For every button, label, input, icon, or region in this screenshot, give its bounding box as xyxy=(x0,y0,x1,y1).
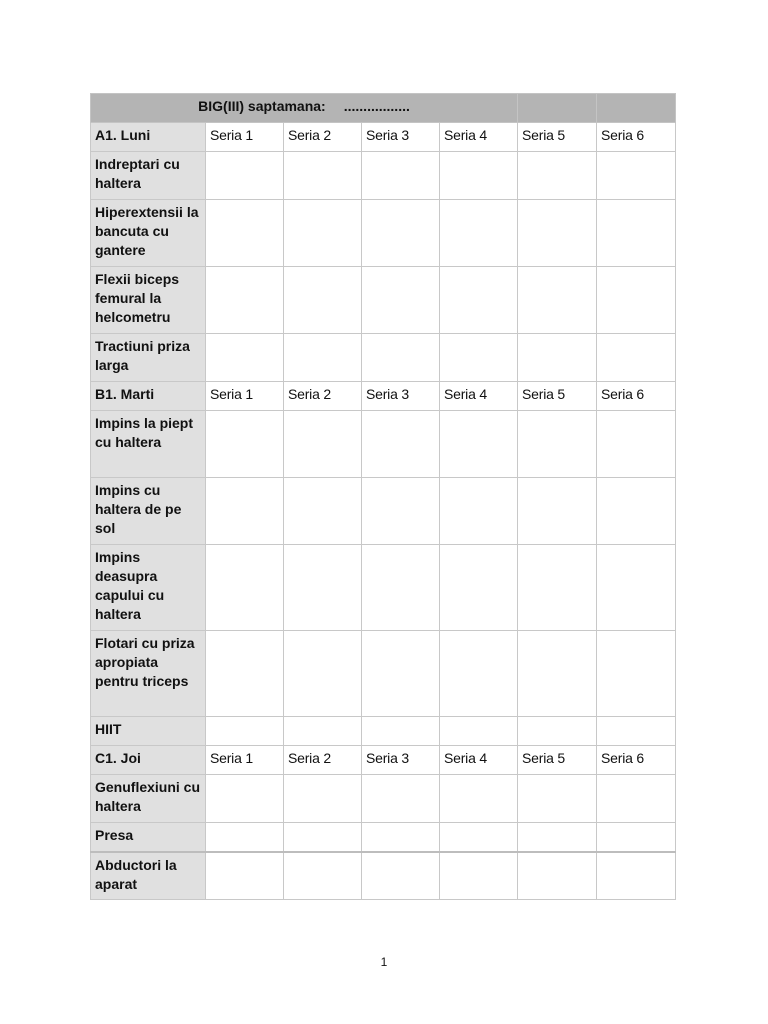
set-cell[interactable] xyxy=(362,775,440,823)
day-label: C1. Joi xyxy=(91,746,206,775)
set-cell[interactable] xyxy=(518,631,597,717)
exercise-label: HIIT xyxy=(91,717,206,746)
set-cell[interactable] xyxy=(206,200,284,267)
series-2-label: Seria 2 xyxy=(284,123,362,152)
set-cell[interactable] xyxy=(597,717,676,746)
table-title-row xyxy=(91,94,676,123)
exercise-row xyxy=(91,200,676,267)
set-cell[interactable] xyxy=(518,717,597,746)
exercise-label: Indreptari cu haltera xyxy=(91,152,206,200)
series-5-label: Seria 5 xyxy=(518,746,597,775)
series-5-label: Seria 5 xyxy=(518,123,597,152)
exercise-label: Hiperextensii la bancuta cu gantere xyxy=(91,200,206,267)
day-header-row xyxy=(91,746,676,775)
exercise-label: Abductori la aparat xyxy=(91,852,206,900)
series-1-label: Seria 1 xyxy=(206,746,284,775)
set-cell[interactable] xyxy=(284,200,362,267)
set-cell[interactable] xyxy=(206,775,284,823)
series-2-label: Seria 2 xyxy=(284,382,362,411)
set-cell[interactable] xyxy=(362,823,440,852)
set-cell[interactable] xyxy=(206,478,284,545)
set-cell[interactable] xyxy=(518,411,597,478)
set-cell[interactable] xyxy=(518,200,597,267)
set-cell[interactable] xyxy=(440,334,518,382)
set-cell[interactable] xyxy=(362,852,440,900)
set-cell[interactable] xyxy=(206,267,284,334)
exercise-label: Flexii biceps femural la helcometru xyxy=(91,267,206,334)
set-cell[interactable] xyxy=(362,267,440,334)
set-cell[interactable] xyxy=(597,267,676,334)
series-4-label: Seria 4 xyxy=(440,382,518,411)
week-title: BIG(III) saptamana: xyxy=(198,98,326,114)
set-cell[interactable] xyxy=(284,717,362,746)
exercise-row xyxy=(91,411,676,478)
exercise-row xyxy=(91,545,676,631)
day-header-row xyxy=(91,123,676,152)
set-cell[interactable] xyxy=(597,852,676,900)
set-cell[interactable] xyxy=(518,545,597,631)
set-cell[interactable] xyxy=(206,717,284,746)
set-cell[interactable] xyxy=(206,823,284,852)
title-empty-cell xyxy=(518,94,597,123)
set-cell[interactable] xyxy=(284,775,362,823)
set-cell[interactable] xyxy=(284,334,362,382)
exercise-row xyxy=(91,334,676,382)
series-6-label: Seria 6 xyxy=(597,382,676,411)
set-cell[interactable] xyxy=(440,152,518,200)
day-header-row xyxy=(91,382,676,411)
set-cell[interactable] xyxy=(440,411,518,478)
set-cell[interactable] xyxy=(362,334,440,382)
exercise-row xyxy=(91,631,676,717)
set-cell[interactable] xyxy=(440,852,518,900)
exercise-row xyxy=(91,775,676,823)
series-6-label: Seria 6 xyxy=(597,123,676,152)
set-cell[interactable] xyxy=(597,411,676,478)
set-cell[interactable] xyxy=(440,267,518,334)
set-cell[interactable] xyxy=(518,823,597,852)
set-cell[interactable] xyxy=(518,152,597,200)
set-cell[interactable] xyxy=(518,478,597,545)
set-cell[interactable] xyxy=(284,152,362,200)
series-3-label: Seria 3 xyxy=(362,746,440,775)
exercise-label: Impins la piept cu haltera xyxy=(91,411,206,478)
exercise-row xyxy=(91,823,676,852)
set-cell[interactable] xyxy=(362,478,440,545)
set-cell[interactable] xyxy=(597,152,676,200)
title-empty-cell xyxy=(597,94,676,123)
set-cell[interactable] xyxy=(362,545,440,631)
exercise-label: Impins deasupra capului cu haltera xyxy=(91,545,206,631)
set-cell[interactable] xyxy=(518,267,597,334)
series-1-label: Seria 1 xyxy=(206,382,284,411)
exercise-label: Impins cu haltera de pe sol xyxy=(91,478,206,545)
set-cell[interactable] xyxy=(597,775,676,823)
set-cell[interactable] xyxy=(440,823,518,852)
set-cell[interactable] xyxy=(440,545,518,631)
set-cell[interactable] xyxy=(597,200,676,267)
set-cell[interactable] xyxy=(362,631,440,717)
exercise-label: Flotari cu priza apropiata pentru triceps xyxy=(91,631,206,717)
workout-plan-table xyxy=(90,93,676,900)
set-cell[interactable] xyxy=(518,775,597,823)
table-title xyxy=(91,94,518,123)
set-cell[interactable] xyxy=(206,545,284,631)
set-cell[interactable] xyxy=(206,334,284,382)
set-cell[interactable] xyxy=(206,631,284,717)
set-cell[interactable] xyxy=(518,334,597,382)
series-5-label: Seria 5 xyxy=(518,382,597,411)
week-dots: ................. xyxy=(343,98,410,114)
exercise-row xyxy=(91,152,676,200)
set-cell[interactable] xyxy=(440,200,518,267)
set-cell[interactable] xyxy=(440,478,518,545)
day-label: A1. Luni xyxy=(91,123,206,152)
series-6-label: Seria 6 xyxy=(597,746,676,775)
exercise-label: Tractiuni priza larga xyxy=(91,334,206,382)
series-4-label: Seria 4 xyxy=(440,746,518,775)
set-cell[interactable] xyxy=(597,823,676,852)
series-2-label: Seria 2 xyxy=(284,746,362,775)
set-cell[interactable] xyxy=(362,411,440,478)
set-cell[interactable] xyxy=(284,545,362,631)
set-cell[interactable] xyxy=(284,823,362,852)
set-cell[interactable] xyxy=(597,545,676,631)
series-4-label: Seria 4 xyxy=(440,123,518,152)
series-1-label: Seria 1 xyxy=(206,123,284,152)
set-cell[interactable] xyxy=(518,852,597,900)
series-3-label: Seria 3 xyxy=(362,123,440,152)
exercise-label: Presa xyxy=(91,823,206,852)
set-cell[interactable] xyxy=(206,152,284,200)
set-cell[interactable] xyxy=(206,852,284,900)
set-cell[interactable] xyxy=(284,411,362,478)
exercise-row xyxy=(91,852,676,900)
set-cell[interactable] xyxy=(440,775,518,823)
exercise-row xyxy=(91,267,676,334)
exercise-label: Genuflexiuni cu haltera xyxy=(91,775,206,823)
set-cell[interactable] xyxy=(284,631,362,717)
set-cell[interactable] xyxy=(362,152,440,200)
set-cell[interactable] xyxy=(206,411,284,478)
set-cell[interactable] xyxy=(440,631,518,717)
page-number: 1 xyxy=(380,955,388,969)
set-cell[interactable] xyxy=(284,852,362,900)
set-cell[interactable] xyxy=(597,478,676,545)
exercise-row xyxy=(91,717,676,746)
set-cell[interactable] xyxy=(597,334,676,382)
set-cell[interactable] xyxy=(284,478,362,545)
set-cell[interactable] xyxy=(284,267,362,334)
day-label: B1. Marti xyxy=(91,382,206,411)
set-cell[interactable] xyxy=(362,717,440,746)
set-cell[interactable] xyxy=(440,717,518,746)
set-cell[interactable] xyxy=(362,200,440,267)
series-3-label: Seria 3 xyxy=(362,382,440,411)
exercise-row xyxy=(91,478,676,545)
set-cell[interactable] xyxy=(597,631,676,717)
